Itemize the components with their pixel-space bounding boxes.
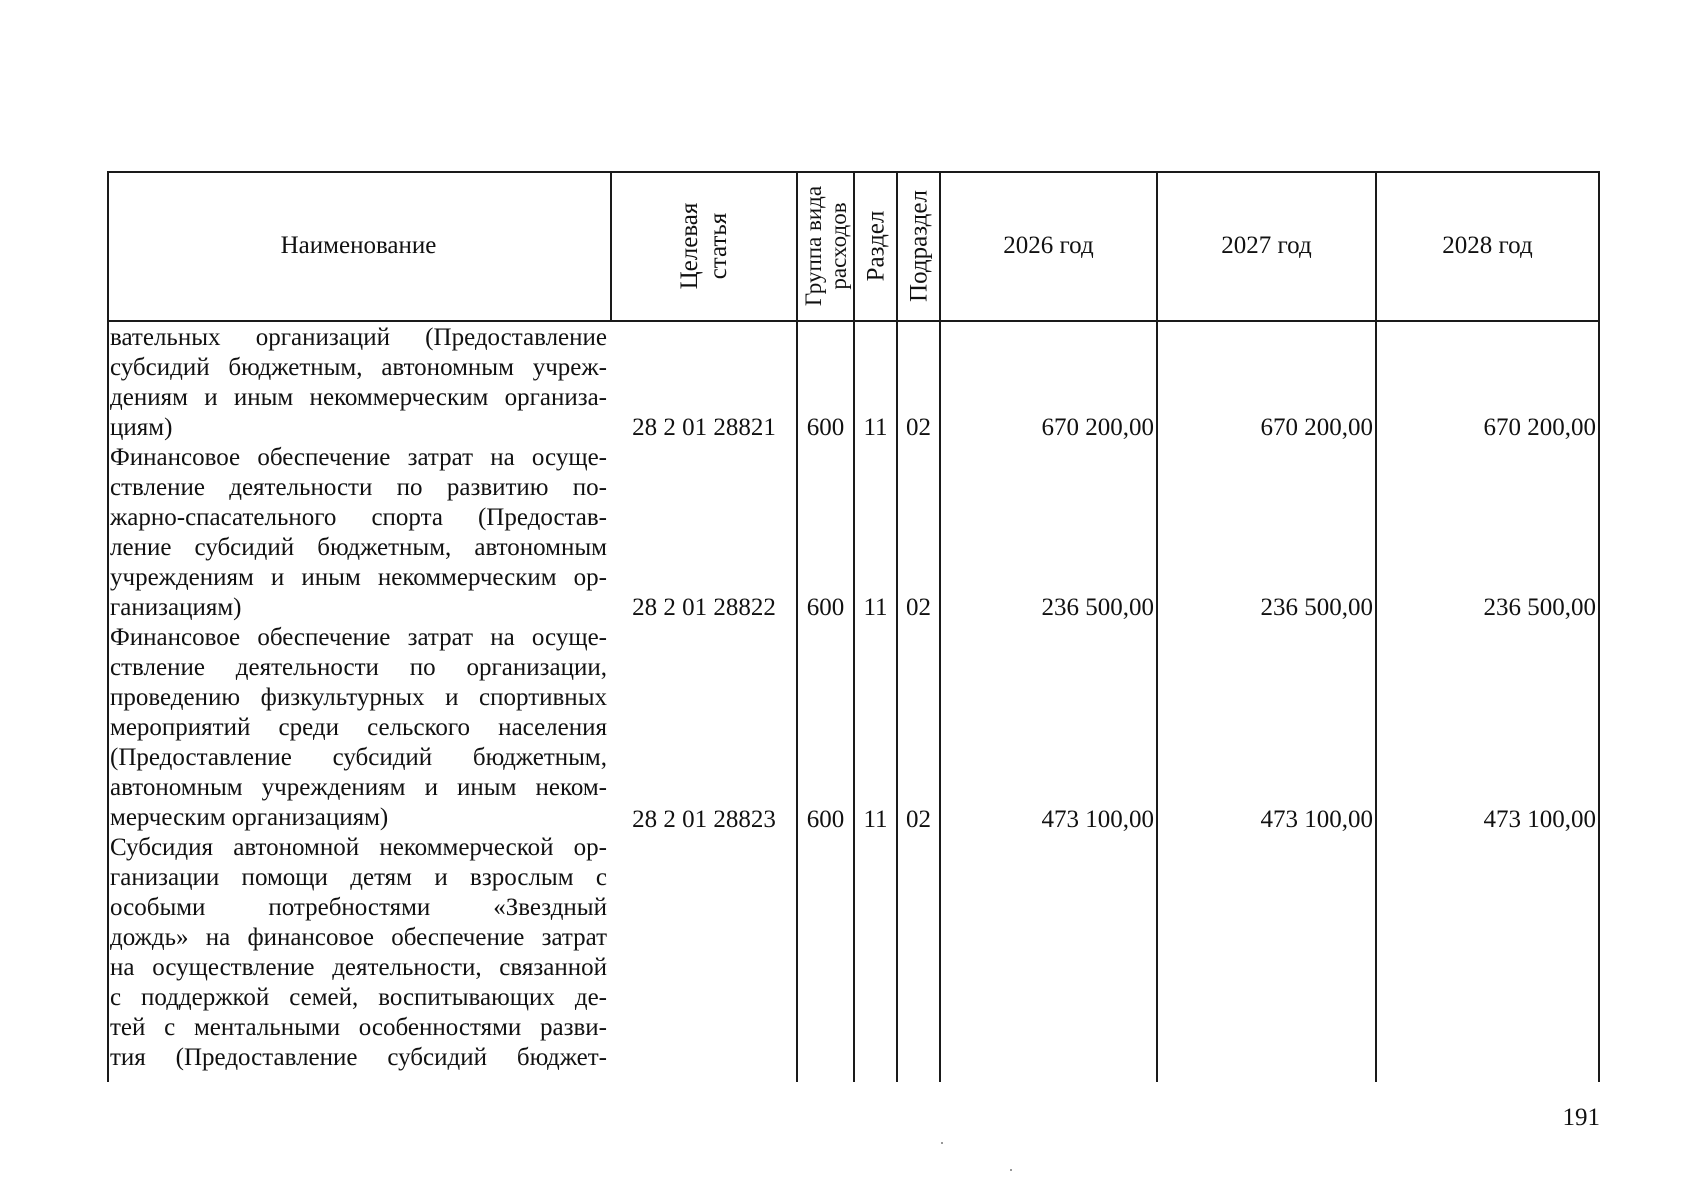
name-line: мерческим организациям) [110, 804, 389, 831]
expense-group-cell: 600 [806, 806, 845, 833]
amount-2026-cell: 473 100,00 [1041, 806, 1154, 833]
header-target-article-line-1: Целевая [676, 202, 703, 290]
name-line: автономным учреждениям и иным неком- [110, 774, 607, 801]
name-line: вательных организаций (Предоставление [110, 324, 607, 351]
name-line: Финансовое обеспечение затрат на осуще- [110, 444, 607, 471]
name-line: Субсидия автономной некоммерческой ор- [110, 834, 607, 861]
name-line: (Предоставление субсидий бюджетным, [110, 744, 607, 771]
header-name: Наименование [280, 232, 437, 259]
name-line: ствление деятельности по организации, [110, 654, 607, 681]
header-target-article-line-2: статья [705, 212, 732, 280]
name-line: ганизациям) [110, 594, 242, 621]
expense-group-cell: 600 [806, 414, 845, 441]
expense-group-cell: 600 [806, 594, 845, 621]
header-section: Раздел [862, 210, 889, 282]
section-cell: 11 [863, 806, 888, 833]
table-right-border [1598, 171, 1600, 1082]
name-line: ление субсидий бюджетным, автономным [110, 534, 607, 561]
name-line: проведению физкультурных и спортивных [110, 684, 607, 711]
header-year-2026: 2026 год [1003, 232, 1094, 259]
subsection-cell: 02 [906, 594, 931, 621]
name-line: особыми потребностями «Звездный [110, 894, 607, 921]
name-line: дождь» на финансовое обеспечение затрат [110, 924, 607, 951]
name-line: циям) [110, 414, 173, 441]
target-article-cell: 28 2 01 28823 [632, 806, 776, 833]
name-line: мероприятий среди сельского населения [110, 714, 607, 741]
header-year-2028: 2028 год [1442, 232, 1533, 259]
header-target-article [612, 171, 796, 321]
scan-speck [1010, 1169, 1012, 1171]
header-expense-group-line-1: Группа вида [800, 185, 826, 307]
amount-2028-cell: 236 500,00 [1483, 594, 1596, 621]
name-line: Финансовое обеспечение затрат на осуще- [110, 624, 607, 651]
name-line: дениям и иным некоммерческим организа- [110, 384, 607, 411]
amount-2028-cell: 670 200,00 [1483, 414, 1596, 441]
name-line: ствление деятельности по развитию по- [110, 474, 607, 501]
name-line: субсидий бюджетным, автономным учреж- [110, 354, 607, 381]
target-article-cell: 28 2 01 28821 [632, 414, 776, 441]
header-subsection: Подраздел [905, 190, 932, 302]
name-line: ганизации помощи детям и взрослым с [110, 864, 607, 891]
subsection-cell: 02 [906, 806, 931, 833]
table-left-border [107, 171, 109, 1082]
header-expense-group-line-2: расходов [825, 202, 851, 290]
name-line: на осуществление деятельности, связанной [110, 954, 607, 981]
name-line: жарно-спасательного спорта (Предостав- [110, 504, 607, 531]
scan-speck [941, 1142, 943, 1144]
col-divider-2026 [1156, 171, 1158, 1082]
subsection-cell: 02 [906, 414, 931, 441]
amount-2026-cell: 236 500,00 [1041, 594, 1154, 621]
name-line: тей с ментальными особенностями разви- [110, 1014, 607, 1041]
section-cell: 11 [863, 414, 888, 441]
page-number: 191 [1562, 1104, 1600, 1131]
col-divider-2027 [1375, 171, 1377, 1082]
section-cell: 11 [863, 594, 888, 621]
name-line: учреждениям и иным некоммерческим ор- [110, 564, 607, 591]
amount-2027-cell: 236 500,00 [1260, 594, 1373, 621]
header-year-2027: 2027 год [1221, 232, 1312, 259]
budget-table [107, 171, 1600, 1082]
target-article-cell: 28 2 01 28822 [632, 594, 776, 621]
name-column-text [110, 323, 607, 1073]
amount-2028-cell: 473 100,00 [1483, 806, 1596, 833]
name-line: с поддержкой семей, воспитывающих де- [110, 984, 607, 1011]
amount-2027-cell: 670 200,00 [1260, 414, 1373, 441]
name-line: тия (Предоставление субсидий бюджет- [110, 1044, 607, 1071]
amount-2026-cell: 670 200,00 [1041, 414, 1154, 441]
header-expense-group [798, 171, 853, 321]
amount-2027-cell: 473 100,00 [1260, 806, 1373, 833]
col-divider-subsection [939, 171, 941, 1082]
